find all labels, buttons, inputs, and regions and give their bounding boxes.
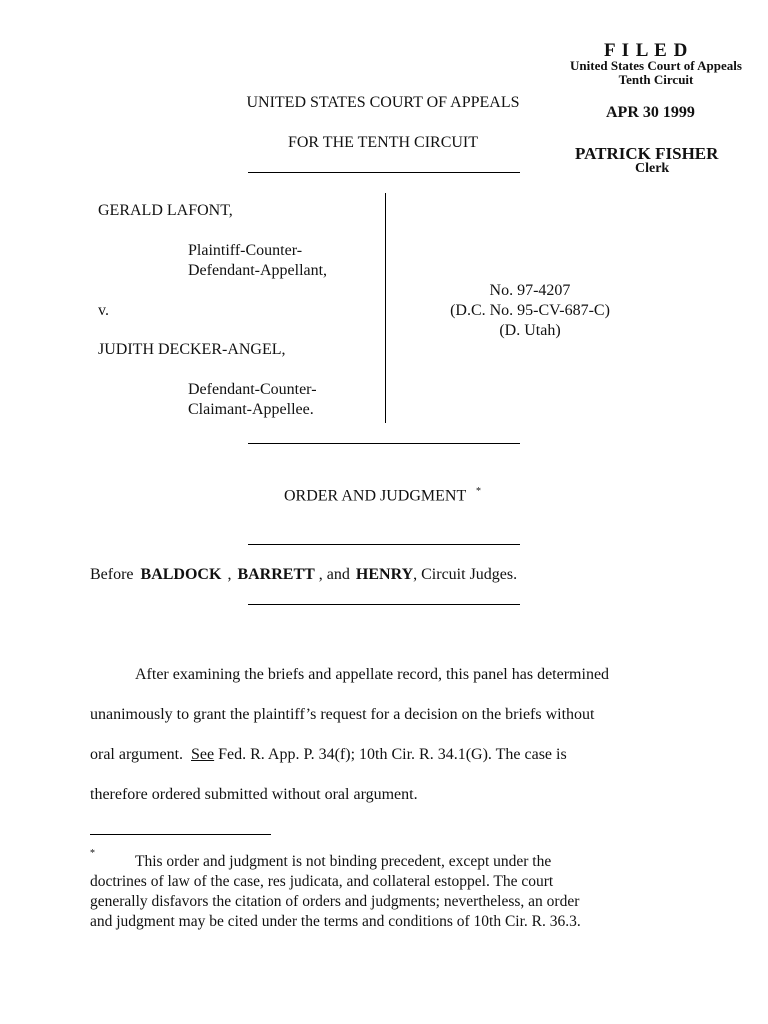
versus: v. [98,302,109,319]
footnote-rule [90,834,271,835]
judge-barrett: BARRETT [237,566,315,583]
party2-name: JUDITH DECKER-ANGEL, [98,341,286,358]
body-line-4: therefore ordered submitted without oral argument. [90,786,418,803]
title-rule [248,544,520,545]
title-footnote-marker: * [475,486,481,497]
panel-sep2: , and [318,566,350,583]
panel-before: Before [90,566,134,583]
footnote-line-3: generally disfavors the citation of orders and judgments; nevertheless, an order [90,893,580,910]
court-name: UNITED STATES COURT OF APPEALS [246,94,520,111]
caption-divider [385,193,386,423]
header-rule [248,172,520,173]
body-line-2: unanimously to grant the plaintiff’s request for a decision on the briefs without [90,706,595,723]
filed-stamp-court: United States Court of Appeals [570,58,742,73]
party1-role-line1: Plaintiff-Counter- [188,242,303,259]
footnote-marker: * [90,848,95,859]
judge-henry: HENRY [355,566,414,583]
filed-stamp-clerk-title: Clerk [635,161,670,176]
body-line-3-start: oral argument. [90,746,184,763]
party2-role-line1: Defendant-Counter- [188,381,317,398]
panel-suffix: , Circuit Judges. [413,566,518,583]
circuit-name: FOR THE TENTH CIRCUIT [287,134,479,151]
filed-stamp-label: F I L E D [604,40,689,61]
body-line-3 [90,746,567,764]
district-court-number: (D.C. No. 95-CV-687-C) [450,302,610,319]
party1-role-line2: Defendant-Appellant, [188,262,328,279]
panel-sep1: , [227,566,232,583]
filed-stamp-circuit: Tenth Circuit [618,72,694,87]
judge-baldock: BALDOCK [140,566,222,583]
document-title-text: ORDER AND JUDGMENT [284,487,466,505]
party2-role-line2: Claimant-Appellee. [188,401,314,418]
document-title [284,486,481,505]
see-signal: See [191,746,215,763]
body-line-1: After examining the briefs and appellate record, this panel has determined [135,666,610,683]
district: (D. Utah) [499,322,561,339]
footnote-line-4: and judgment may be cited under the terms and conditions of 10th Cir. R. 36.3. [90,913,581,930]
party1-name: GERALD LAFONT, [98,202,233,219]
body-line-3-rest: Fed. R. App. P. 34(f); 10th Cir. R. 34.1(G). The case is [218,746,567,763]
footnote-line-1: This order and judgment is not binding precedent, except under the [135,853,552,870]
filed-stamp-clerk-name: PATRICK FISHER [575,144,719,163]
filed-stamp-date: APR 30 1999 [606,104,695,121]
footnote-line-2: doctrines of law of the case, res judicata, and collateral estoppel. The court [90,873,554,890]
panel-line [90,566,517,584]
case-number: No. 97-4207 [489,282,571,299]
caption-rule [248,443,520,444]
panel-rule [248,604,520,605]
